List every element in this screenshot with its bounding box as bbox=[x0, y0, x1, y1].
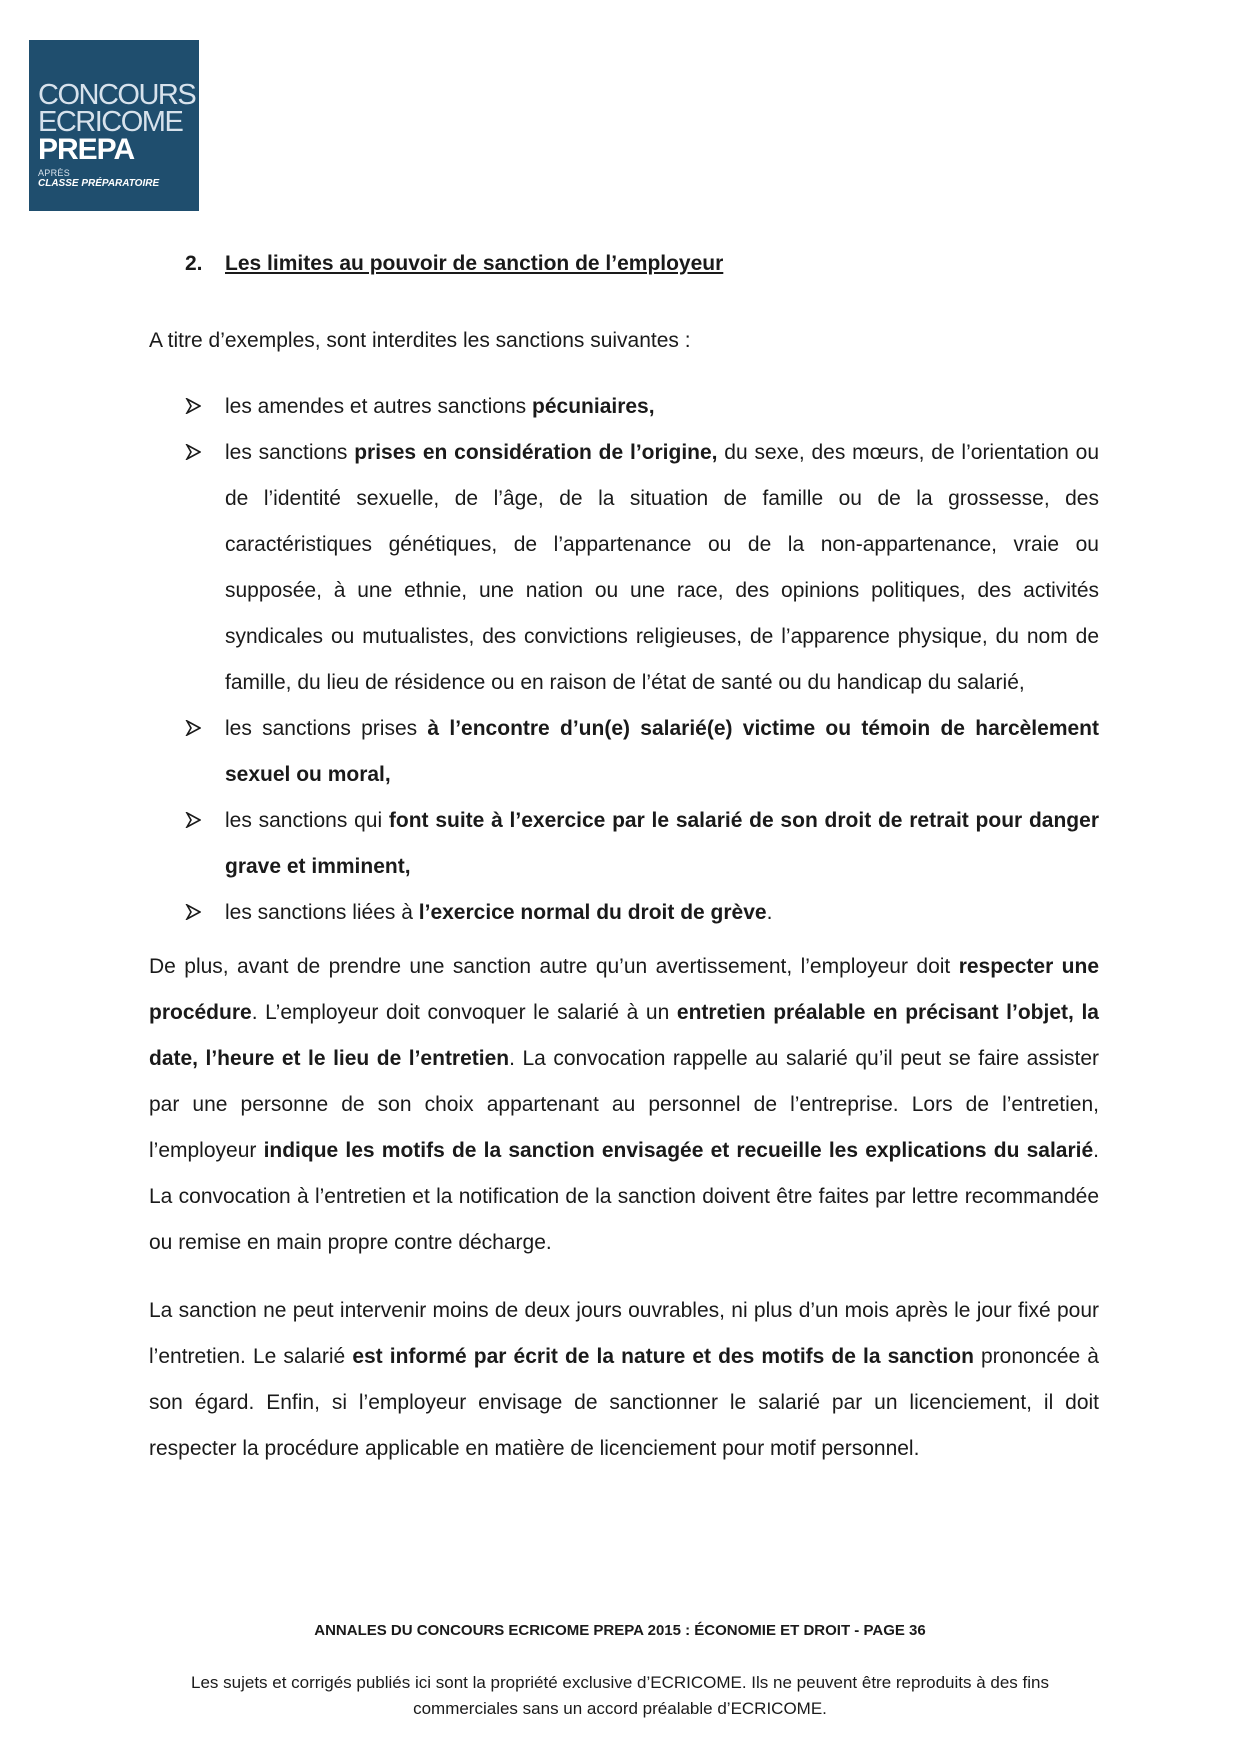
item-text: les amendes et autres sanctions bbox=[225, 395, 533, 418]
logo-text-prepa: PREPA bbox=[38, 133, 135, 166]
paragraph-text: . L’employeur doit convoquer le salarié à un bbox=[251, 1001, 677, 1024]
item-bold-text: prises en considération de l’origine, bbox=[354, 441, 718, 464]
logo-text-concours: CONCOURS bbox=[38, 79, 196, 111]
item-text: les sanctions qui bbox=[225, 809, 389, 832]
intro-text: A titre d’exemples, sont interdites les sanctions suivantes : bbox=[149, 329, 691, 352]
list-item bbox=[225, 706, 1099, 798]
procedure-paragraph bbox=[149, 944, 1099, 1266]
item-text: les sanctions liées à bbox=[225, 901, 419, 924]
paragraph-bold-text: respecter une procédure bbox=[149, 955, 1100, 1024]
section-title: Les limites au pouvoir de sanction de l’employeur bbox=[225, 252, 724, 275]
paragraph-text: . La convocation rappelle au salarié qu’il peut se faire assister par une personne de son choix appartenant au personnel de l’entreprise. Lors de l’entretien, l’employeur bbox=[149, 1047, 1099, 1162]
section-number: 2. bbox=[185, 252, 203, 275]
ecricome-logo bbox=[29, 40, 199, 211]
item-text-rest: . bbox=[766, 901, 773, 924]
arrow-bullet-icon bbox=[185, 706, 205, 752]
item-text-rest: du sexe, des mœurs, de l’orientation ou de l’identité sexuelle, de l’âge, de la situation de famille ou de la grossesse, des caractéristiques génétiques, de l’appartenance ou de la non-appartenance, vraie ou supposée, à une ethnie, une nation ou une race, des opinions politiques, des activités syndicales ou mutualistes, des convictions religieuses, de l’apparence physique, du nom de famille, du lieu de résidence ou en raison de l’état de santé ou du handicap du salarié, bbox=[225, 441, 1099, 694]
arrow-bullet-icon bbox=[185, 890, 205, 936]
item-bold-text: pécuniaires, bbox=[532, 395, 655, 418]
paragraph-text: . La convocation à l’entretien et la notification de la sanction doivent être faites par lettre recommandée ou remise en main propre contre décharge. bbox=[149, 1139, 1099, 1254]
footer-copyright-note: Les sujets et corrigés publiés ici sont la propriété exclusive d’ECRICOME. Ils ne peuvent être reproduits à des fins commerciales sans un accord préalable d’ECRICOME. bbox=[191, 1673, 1049, 1718]
paragraph-bold-text: indique les motifs de la sanction envisagée et recueille les explications du salarié bbox=[263, 1139, 1094, 1162]
arrow-bullet-icon bbox=[185, 430, 205, 476]
item-text: les sanctions prises bbox=[225, 717, 428, 740]
sanction-timing-paragraph bbox=[149, 1288, 1099, 1472]
logo-text-apres: APRÈS bbox=[38, 168, 71, 178]
item-bold-text: l’exercice normal du droit de grève bbox=[418, 901, 767, 924]
paragraph-bold-text: est informé par écrit de la nature et des motifs de la sanction bbox=[352, 1345, 974, 1368]
page-content bbox=[149, 318, 1099, 1472]
list-item bbox=[225, 384, 1099, 430]
paragraph-text: prononcée à son égard. Enfin, si l’employeur envisage de sanctionner le salarié par un licenciement, il doit respecter la procédure applicable en matière de licenciement pour motif personnel. bbox=[149, 1345, 1099, 1460]
logo-text-ecricome: ECRICOME bbox=[38, 106, 183, 138]
footer-title: ANNALES DU CONCOURS ECRICOME PREPA 2015 : ÉCONOMIE ET DROIT - PAGE 36 bbox=[314, 1622, 926, 1639]
paragraph-text: De plus, avant de prendre une sanction autre qu’un avertissement, l’employeur doit bbox=[149, 955, 959, 978]
arrow-bullet-icon bbox=[185, 384, 205, 430]
list-item bbox=[225, 430, 1099, 706]
paragraph-text: La sanction ne peut intervenir moins de deux jours ouvrables, ni plus d’un mois après le jour fixé pour l’entretien. Le salarié bbox=[149, 1299, 1099, 1368]
section-heading bbox=[185, 249, 723, 279]
sanctions-list bbox=[149, 384, 1099, 936]
logo-text-classe-preparatoire: CLASSE PRÉPARATOIRE bbox=[38, 178, 160, 189]
item-text: les sanctions bbox=[225, 441, 355, 464]
list-item bbox=[225, 798, 1099, 890]
item-bold-text: font suite à l’exercice par le salarié de son droit de retrait pour danger grave et imminent, bbox=[225, 809, 1099, 878]
arrow-bullet-icon bbox=[185, 798, 205, 844]
paragraph-bold-text: entretien préalable en précisant l’objet, la date, l’heure et le lieu de l’entretien bbox=[149, 1001, 1099, 1070]
list-item bbox=[225, 890, 1099, 936]
item-bold-text: à l’encontre d’un(e) salarié(e) victime ou témoin de harcèlement sexuel ou moral, bbox=[225, 717, 1099, 786]
